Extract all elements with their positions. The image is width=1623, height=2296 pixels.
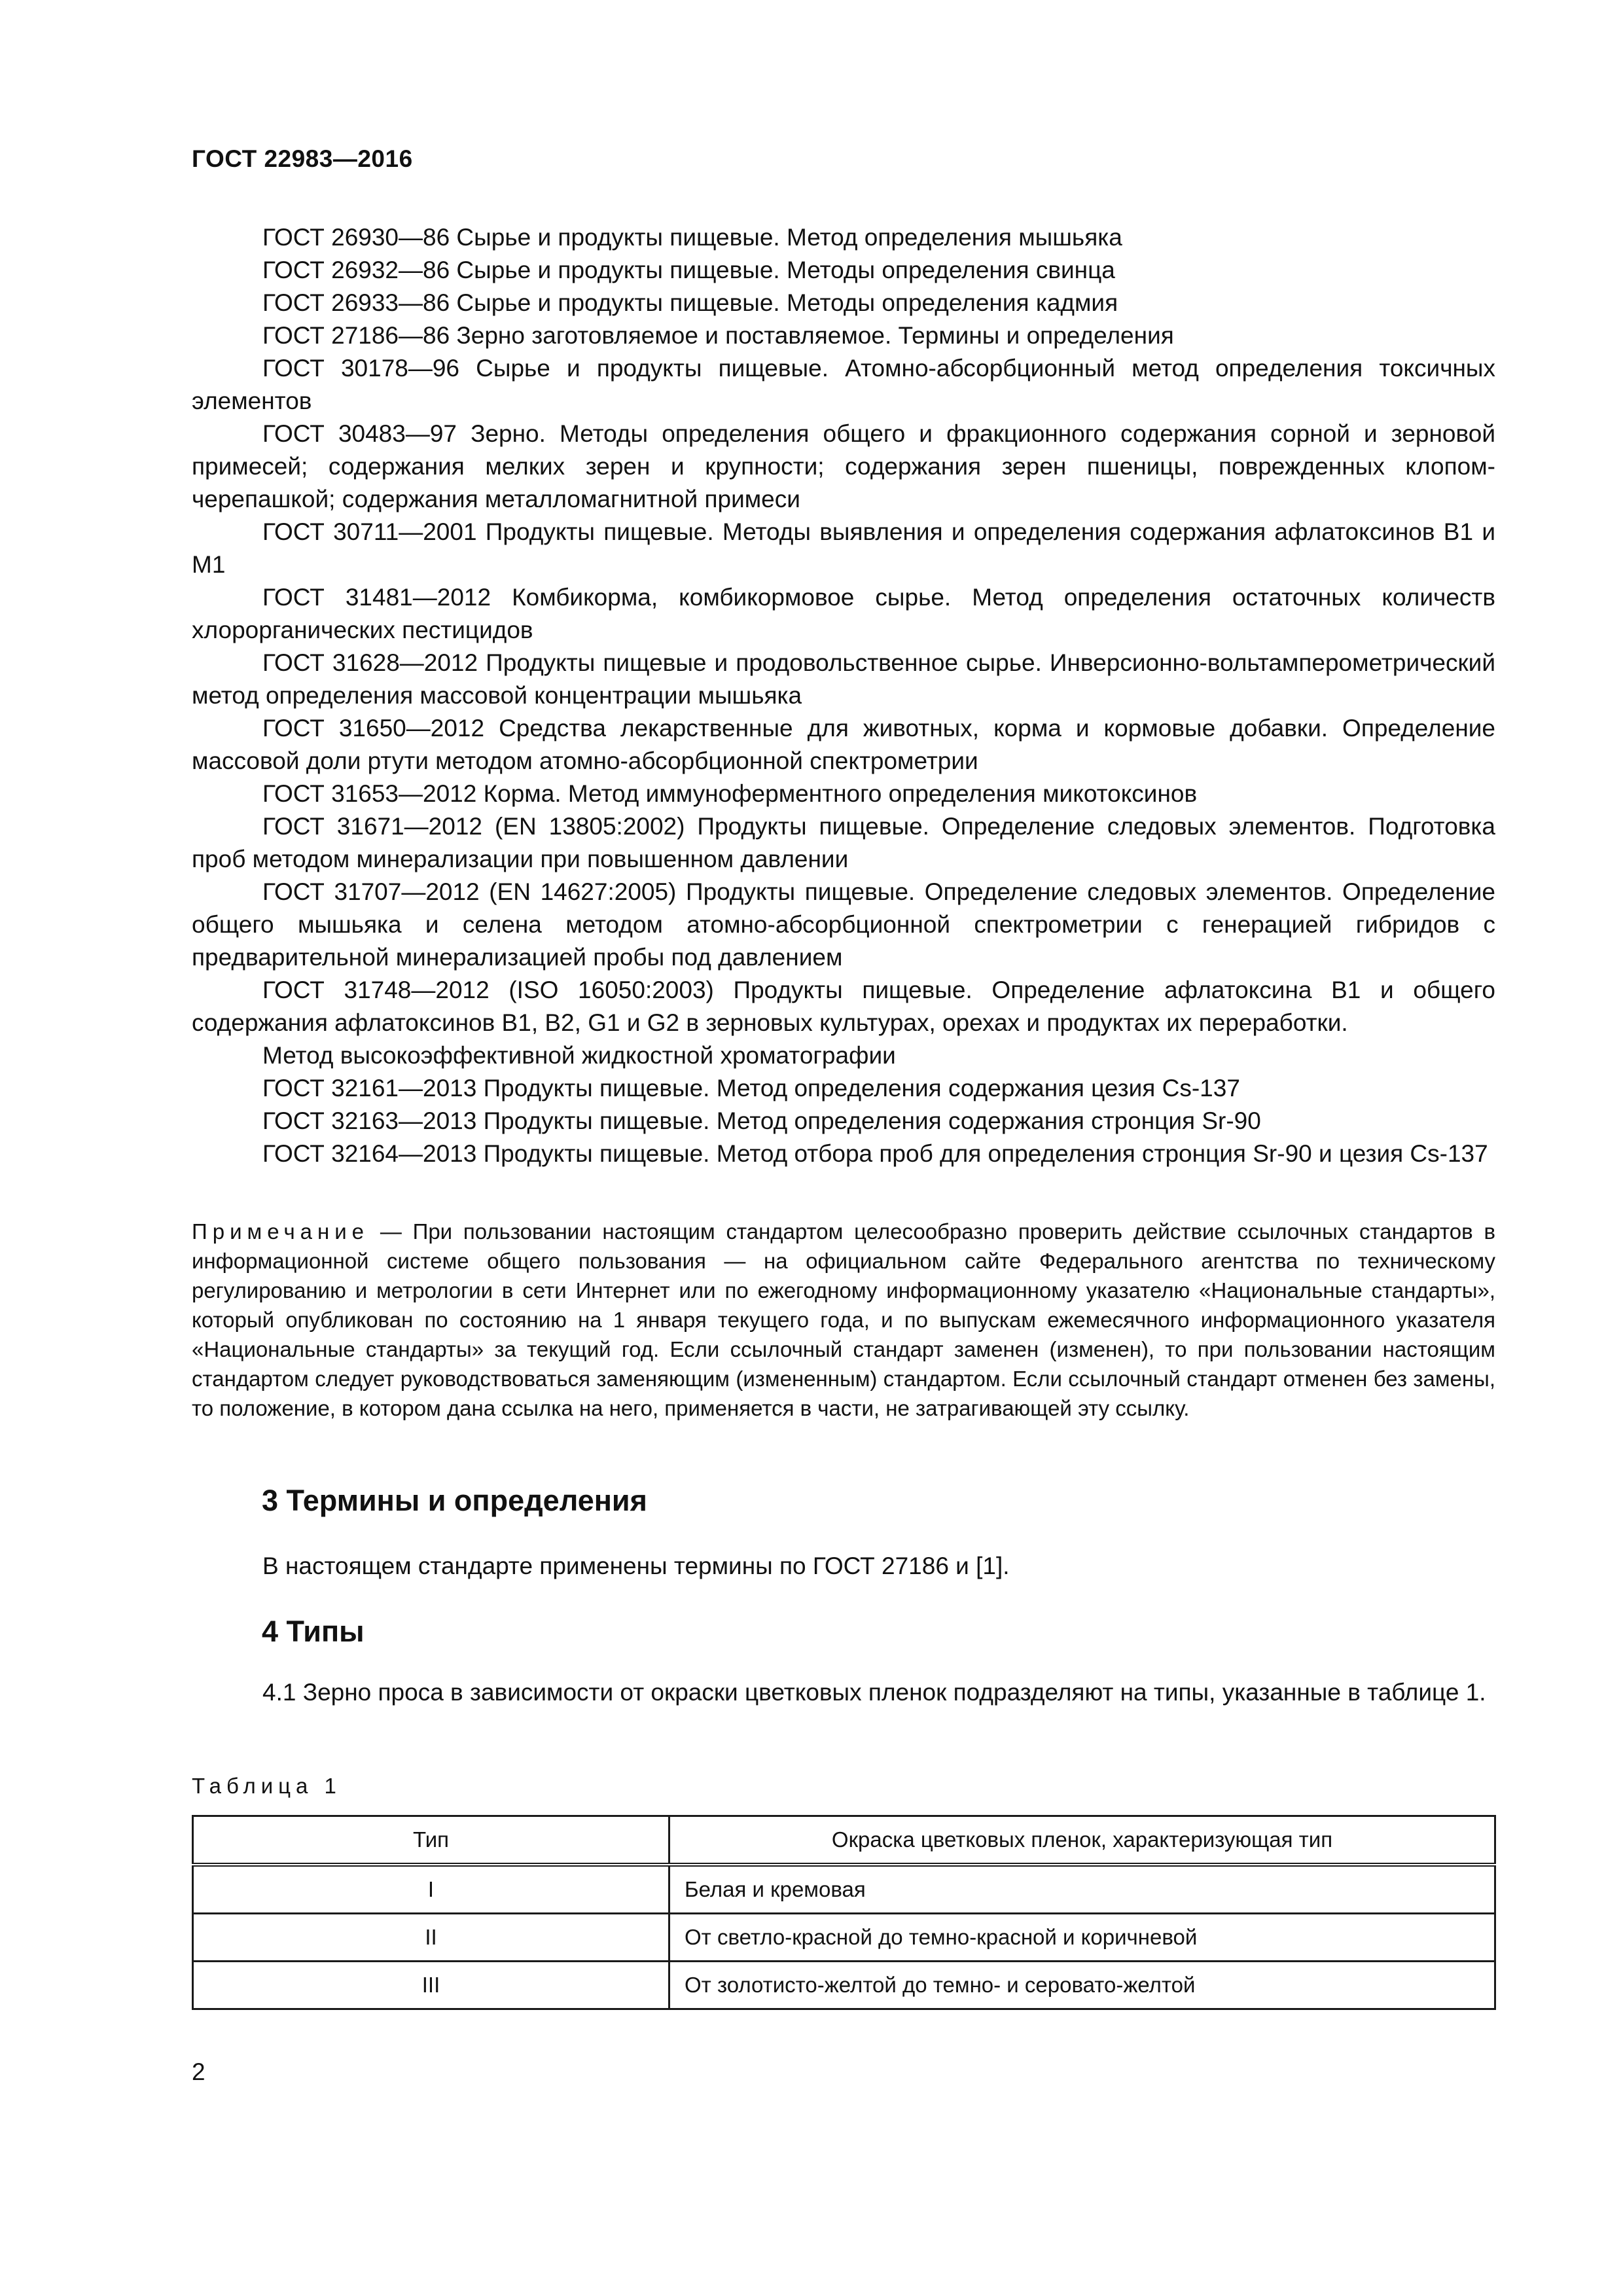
reference-item: ГОСТ 31653—2012 Корма. Метод иммуноферментного определения микотоксинов xyxy=(262,780,1198,807)
table-cell-color: От золотисто-желтой до темно- и серовато-желтой xyxy=(669,1962,1495,2009)
note-text: — При пользовании настоящим стандартом целесообразно проверить действие ссылочных стандартов в информационной системе общего пользования — на официальном сайте Федерального агентства по техническому регулированию и метрологии в сети Интернет или по ежегодному информационному указателю «Национальные стандарты», который опубликован по состоянию на 1 января текущего года, и по выпускам ежемесячного информационного указателя «Национальные стандарты» за текущий год. Если ссылочный стандарт заменен (изменен), то при пользовании настоящим стандартом следует руководствоваться заменяющим (измененным) стандартом. Если ссылочный стандарт отменен без замены, то положение, в котором дана ссылка на него, применяется в части, не затрагивающей эту ссылку. xyxy=(192,1219,1495,1420)
table-cell-type: I xyxy=(193,1865,669,1914)
document-header: ГОСТ 22983—2016 xyxy=(192,145,413,172)
reference-item: ГОСТ 30178—96 Сырье и продукты пищевые. Атомно-абсорбционный метод определения токсичных элементов xyxy=(192,355,1495,414)
reference-item: ГОСТ 31707—2012 (EN 14627:2005) Продукты пищевые. Определение следовых элементов. Определение общего мышьяка и селена методом атомно-абсорбционной спектрометрии с генерацией гибридов с предварительной минерализацией пробы под давлением xyxy=(192,878,1495,971)
page-number: 2 xyxy=(192,2058,205,2085)
table-cell-type: III xyxy=(193,1962,669,2009)
reference-item: ГОСТ 27186—86 Зерно заготовляемое и поставляемое. Термины и определения xyxy=(262,322,1174,349)
reference-item: Метод высокоэффективной жидкостной хроматографии xyxy=(262,1042,896,1069)
table-header-type: Тип xyxy=(193,1816,669,1865)
reference-item: ГОСТ 30483—97 Зерно. Методы определения общего и фракционного содержания сорной и зерновой примесей; содержания мелких зерен и крупности; содержания зерен пшеницы, поврежденных клопом-черепашкой; содержания металломагнитной примеси xyxy=(192,420,1495,512)
reference-item: ГОСТ 26932—86 Сырье и продукты пищевые. Методы определения свинца xyxy=(262,257,1115,283)
reference-item: ГОСТ 32161—2013 Продукты пищевые. Метод определения содержания цезия Cs-137 xyxy=(262,1075,1240,1102)
reference-item: ГОСТ 32164—2013 Продукты пищевые. Метод отбора проб для определения стронция Sr-90 и цезия Cs-137 xyxy=(262,1140,1488,1167)
normative-references-list xyxy=(192,221,1495,1170)
table-cell-color: Белая и кремовая xyxy=(669,1865,1495,1914)
reference-item: ГОСТ 30711—2001 Продукты пищевые. Методы выявления и определения содержания афлатоксинов В1 и М1 xyxy=(192,518,1495,578)
note-paragraph xyxy=(192,1217,1495,1423)
table-header-color: Окраска цветковых пленок, характеризующая тип xyxy=(669,1816,1495,1865)
reference-item: ГОСТ 26930—86 Сырье и продукты пищевые. Метод определения мышьяка xyxy=(262,224,1122,251)
section-3-title: 3 Термины и определения xyxy=(262,1484,647,1517)
section-4-text: 4.1 Зерно проса в зависимости от окраски цветковых пленок подразделяют на типы, указанные в таблице 1. xyxy=(262,1679,1486,1706)
reference-item: ГОСТ 31481—2012 Комбикорма, комбикормовое сырье. Метод определения остаточных количеств хлорорганических пестицидов xyxy=(192,584,1495,643)
table-cell-type: II xyxy=(193,1914,669,1962)
note-label: Примечание xyxy=(192,1219,370,1244)
table-row xyxy=(193,1914,1495,1962)
table-row xyxy=(193,1962,1495,2009)
section-3-text: В настоящем стандарте применены термины по ГОСТ 27186 и [1]. xyxy=(262,1552,1010,1579)
reference-item: ГОСТ 31748—2012 (ISO 16050:2003) Продукты пищевые. Определение афлатоксина В1 и общего содержания афлатоксинов В1, В2, G1 и G2 в зерновых культурах, орехах и продуктах их переработки. xyxy=(192,977,1495,1036)
table-header-row xyxy=(193,1816,1495,1865)
table-caption: Таблица 1 xyxy=(192,1774,342,1798)
reference-item: ГОСТ 31671—2012 (EN 13805:2002) Продукты пищевые. Определение следовых элементов. Подготовка проб методом минерализации при повышенном давлении xyxy=(192,813,1495,872)
reference-item: ГОСТ 31628—2012 Продукты пищевые и продовольственное сырье. Инверсионно-вольтамперометрический метод определения массовой концентрации мышьяка xyxy=(192,649,1495,709)
table-row xyxy=(193,1865,1495,1914)
reference-item: ГОСТ 31650—2012 Средства лекарственные для животных, корма и кормовые добавки. Определение массовой доли ртути методом атомно-абсорбционной спектрометрии xyxy=(192,715,1495,774)
reference-item: ГОСТ 26933—86 Сырье и продукты пищевые. Методы определения кадмия xyxy=(262,289,1118,316)
reference-item: ГОСТ 32163—2013 Продукты пищевые. Метод определения содержания стронция Sr-90 xyxy=(262,1107,1261,1134)
types-table xyxy=(192,1815,1496,2010)
table-cell-color: От светло-красной до темно-красной и коричневой xyxy=(669,1914,1495,1962)
section-4-title: 4 Типы xyxy=(262,1615,365,1648)
